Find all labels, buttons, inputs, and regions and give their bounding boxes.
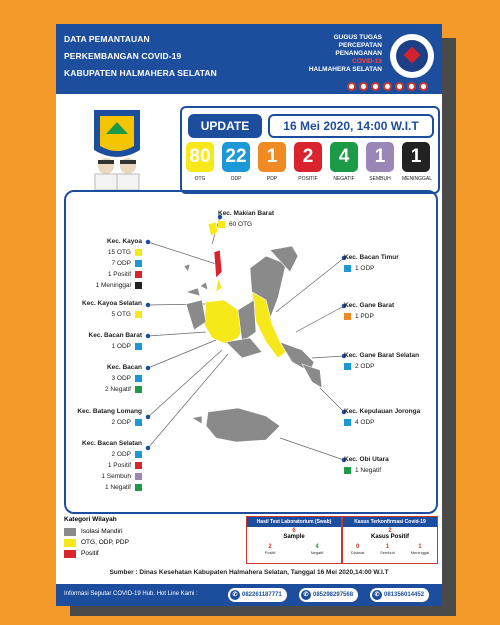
- hotline-phone[interactable]: [299, 588, 358, 602]
- header-title-3: KABUPATEN HALMAHERA SELATAN: [64, 68, 217, 78]
- kec-row: [218, 219, 274, 230]
- stat-label: NEGATIF: [333, 176, 355, 182]
- kec-name: Kec. Kepulauan Joronga: [344, 408, 421, 415]
- kec-value: 1 Positif: [107, 271, 131, 278]
- kec-bacan-barat: [68, 330, 142, 352]
- kec-name: Kec. Bacan Selatan: [82, 440, 142, 447]
- kec-value: 5 OTG: [111, 311, 131, 318]
- kasus-dirawat-value: 0: [355, 544, 360, 550]
- kasus-dirawat-label: Dirawat: [350, 550, 365, 555]
- legend-swatch-icon: [64, 550, 76, 558]
- stat-tile-negatif: [330, 142, 358, 182]
- kec-row: [344, 263, 399, 274]
- header-title-1: DATA PEMANTAUAN: [64, 34, 150, 44]
- odp-swatch-icon: [135, 419, 142, 426]
- kec-row: [68, 309, 142, 320]
- kasus-sembuh-label: Sembuh: [380, 550, 395, 555]
- update-label: UPDATE: [188, 114, 262, 138]
- kec-row: [68, 471, 142, 482]
- positif-swatch-icon: [135, 462, 142, 469]
- kec-row: [68, 384, 142, 395]
- kasus-panel: [342, 516, 438, 564]
- stat-tile-sembuh: [366, 142, 394, 182]
- kec-bacan-selatan: [68, 438, 142, 493]
- kasus-label: Kasus Positif: [370, 534, 409, 540]
- hotline-number: 081356014452: [384, 592, 425, 598]
- stat-value: 80: [186, 142, 214, 172]
- kasus-value: 2: [388, 528, 392, 534]
- lab-positif: [265, 544, 276, 556]
- lab-sample-label: Sample: [283, 534, 305, 540]
- kasus-dirawat: [351, 544, 365, 556]
- kec-obi-utara: [344, 454, 389, 476]
- kec-name: Kec. Bacan: [106, 364, 142, 371]
- kec-bacan-timur: [344, 252, 399, 274]
- kec-row: [68, 482, 142, 493]
- kec-name: Kec. Makian Barat: [218, 210, 274, 217]
- partner-logo-icon: [395, 82, 404, 91]
- kec-bacan: [68, 362, 142, 395]
- lab-breakdown: [247, 544, 341, 556]
- positif-swatch-icon: [135, 271, 142, 278]
- gugus-line-1: GUGUS TUGAS: [333, 34, 382, 41]
- map-frame: [64, 190, 438, 514]
- negatif-swatch-icon: [135, 386, 142, 393]
- odp-swatch-icon: [135, 451, 142, 458]
- kasus-meninggal-label: Meninggal: [410, 550, 430, 555]
- kasus-title: Kasus Terkonfirmasi Covid-19: [343, 517, 437, 527]
- hotline-phone[interactable]: [228, 588, 287, 602]
- kec-kayoa: [68, 236, 142, 291]
- kec-name: Kec. Gane Barat Selatan: [344, 352, 420, 359]
- gugus-line-3: PENANGANAN: [335, 50, 382, 57]
- stat-tile-otg: [186, 142, 214, 182]
- whatsapp-icon: ✆: [372, 590, 382, 600]
- kec-row: [344, 465, 389, 476]
- bnpb-logo: [390, 34, 434, 78]
- odp-swatch-icon: [344, 363, 351, 370]
- kec-row: [68, 269, 142, 280]
- kasus-meninggal: [411, 544, 429, 556]
- source-text: Sumber : Dinas Kesehatan Kabupaten Halmahera Selatan, Tanggal 16 Mei 2020,14:00 W.I.T: [109, 569, 389, 576]
- gugus-line-4: COVID-19: [352, 58, 382, 65]
- legend-item: [64, 526, 224, 537]
- kec-gane-barat: [344, 300, 394, 322]
- kec-name: Kec. Kayoa: [106, 238, 142, 245]
- kec-row: [344, 361, 419, 372]
- kec-row: [68, 460, 142, 471]
- odp-swatch-icon: [344, 419, 351, 426]
- footer-bar: [56, 584, 442, 606]
- hotline-info: Informasi Seputar COVID-19 Hub. Hot Line Kami :: [64, 591, 198, 597]
- kec-batang-lomang: [68, 406, 142, 428]
- update-panel: [180, 106, 440, 194]
- lab-positif-label: Positif: [264, 550, 276, 555]
- stat-tile-meninggal: [402, 142, 433, 182]
- partner-logo-icon: [371, 82, 380, 91]
- kec-value: 60 OTG: [229, 221, 253, 228]
- partner-logo-icon: [383, 82, 392, 91]
- stat-value: 1: [258, 142, 286, 172]
- legend-item: [64, 548, 224, 559]
- stat-label: POSITIF: [298, 176, 318, 182]
- kec-value: 15 OTG: [107, 249, 131, 256]
- kec-row: [68, 373, 142, 384]
- sembuh-swatch-icon: [135, 473, 142, 480]
- kec-makian-barat: [218, 208, 274, 230]
- hotline-number: 082261187771: [242, 592, 282, 598]
- kec-name: Kec. Obi Utara: [344, 456, 389, 463]
- kec-row: [68, 247, 142, 258]
- stat-label: PDP: [266, 176, 278, 182]
- lab-negatif: [311, 544, 324, 556]
- kec-value: 1 PDP: [355, 313, 374, 320]
- gugus-tugas-text: [309, 34, 382, 74]
- legend-swatch-icon: [64, 528, 76, 536]
- lab-test-panel: [246, 516, 342, 564]
- gugus-line-5: HALMAHERA SELATAN: [308, 66, 382, 73]
- hotline-phone[interactable]: [370, 588, 429, 602]
- legend-item: [64, 537, 224, 548]
- otg-swatch-icon: [135, 249, 142, 256]
- kec-value: 7 ODP: [111, 260, 131, 267]
- kec-row: [68, 341, 142, 352]
- stat-value: 2: [294, 142, 322, 172]
- header-title-2: PERKEMBANGAN COVID-19: [64, 51, 182, 61]
- kec-gane-barat-selatan: [344, 350, 419, 372]
- kec-value: 1 ODP: [355, 265, 375, 272]
- partner-logo-icon: [347, 82, 356, 91]
- legend-label: OTG, ODP, PDP: [81, 539, 129, 546]
- partner-logo-icon: [359, 82, 368, 91]
- kec-kepulauan-joronga: [344, 406, 420, 428]
- stat-label: MENINGGAL: [402, 176, 433, 182]
- kec-value: 1 Meninggal: [95, 282, 131, 289]
- kec-name: Kec. Gane Barat: [344, 302, 395, 309]
- kasus-meninggal-value: 1: [418, 544, 422, 550]
- kec-row: [68, 280, 142, 291]
- kec-value: 1 Sembuh: [101, 473, 131, 480]
- pdp-swatch-icon: [344, 313, 351, 320]
- kec-row: [344, 311, 394, 322]
- odp-swatch-icon: [135, 375, 142, 382]
- stat-value: 22: [222, 142, 250, 172]
- negatif-swatch-icon: [135, 484, 142, 491]
- stat-tile-pdp: [258, 142, 286, 182]
- odp-swatch-icon: [344, 265, 351, 272]
- whatsapp-icon: ✆: [230, 590, 240, 600]
- lab-negatif-value: 4: [315, 544, 319, 550]
- infographic-card: [56, 24, 442, 606]
- stat-value: 4: [330, 142, 358, 172]
- update-date: 16 Mei 2020, 14:00 W.I.T: [268, 114, 434, 138]
- partner-logo-icon: [419, 82, 428, 91]
- kec-row: [344, 417, 420, 428]
- kec-value: 1 ODP: [111, 343, 131, 350]
- kec-row: [68, 417, 142, 428]
- kec-value: 4 ODP: [355, 419, 375, 426]
- kasus-breakdown: [343, 544, 437, 556]
- kec-name: Kec. Batang Lomang: [77, 408, 142, 415]
- stat-label: OTG: [194, 176, 206, 182]
- negatif-swatch-icon: [344, 467, 351, 474]
- kec-value: 2 ODP: [111, 419, 131, 426]
- otg-swatch-icon: [218, 221, 225, 228]
- legend-title: Kategori Wilayah: [64, 516, 117, 523]
- kec-row: [68, 449, 142, 460]
- legend-swatch-icon: [64, 539, 76, 547]
- kec-value: 2 Negatif: [104, 386, 131, 393]
- whatsapp-icon: ✆: [301, 590, 311, 600]
- odp-swatch-icon: [135, 343, 142, 350]
- stat-value: 1: [402, 142, 430, 172]
- kec-value: 3 ODP: [111, 375, 131, 382]
- header-bar: [56, 24, 442, 94]
- odp-swatch-icon: [135, 260, 142, 267]
- legend-label: Isolasi Mandiri: [81, 528, 123, 535]
- stat-label: SEMBUH: [369, 176, 391, 182]
- lab-negatif-label: Negatif: [310, 550, 324, 555]
- kasus-sembuh-value: 1: [385, 544, 390, 550]
- kec-row: [68, 258, 142, 269]
- stat-tile-positif: [294, 142, 322, 182]
- otg-swatch-icon: [135, 311, 142, 318]
- kec-value: 2 ODP: [111, 451, 131, 458]
- stat-value: 1: [366, 142, 394, 172]
- stat-label: ODP: [230, 176, 242, 182]
- kec-kayoa-selatan: [68, 298, 142, 320]
- partner-logo-icon: [407, 82, 416, 91]
- partner-logos: [347, 82, 428, 91]
- lab-title: Hasil Test Laboratorium (Swab): [247, 517, 341, 527]
- meninggal-swatch-icon: [135, 282, 142, 289]
- kasus-sembuh: [380, 544, 395, 556]
- kec-value: 1 Negatif: [104, 484, 131, 491]
- regency-emblem: [86, 104, 148, 190]
- gugus-line-2: PERCEPATAN: [338, 42, 382, 49]
- kec-value: 2 ODP: [355, 363, 375, 370]
- lab-sample-value: 6: [292, 528, 296, 534]
- stat-tile-odp: [222, 142, 250, 182]
- kec-name: Kec. Bacan Timur: [344, 254, 399, 261]
- hotline-number: 085298297568: [313, 592, 354, 598]
- lab-positif-value: 2: [268, 544, 272, 550]
- kec-name: Kec. Kayoa Selatan: [82, 300, 142, 307]
- kec-name: Kec. Bacan Barat: [88, 332, 142, 339]
- kec-value: 1 Positif: [107, 462, 131, 469]
- legend: [64, 516, 224, 559]
- legend-label: Positif: [81, 550, 99, 557]
- kec-value: 1 Negatif: [355, 467, 382, 474]
